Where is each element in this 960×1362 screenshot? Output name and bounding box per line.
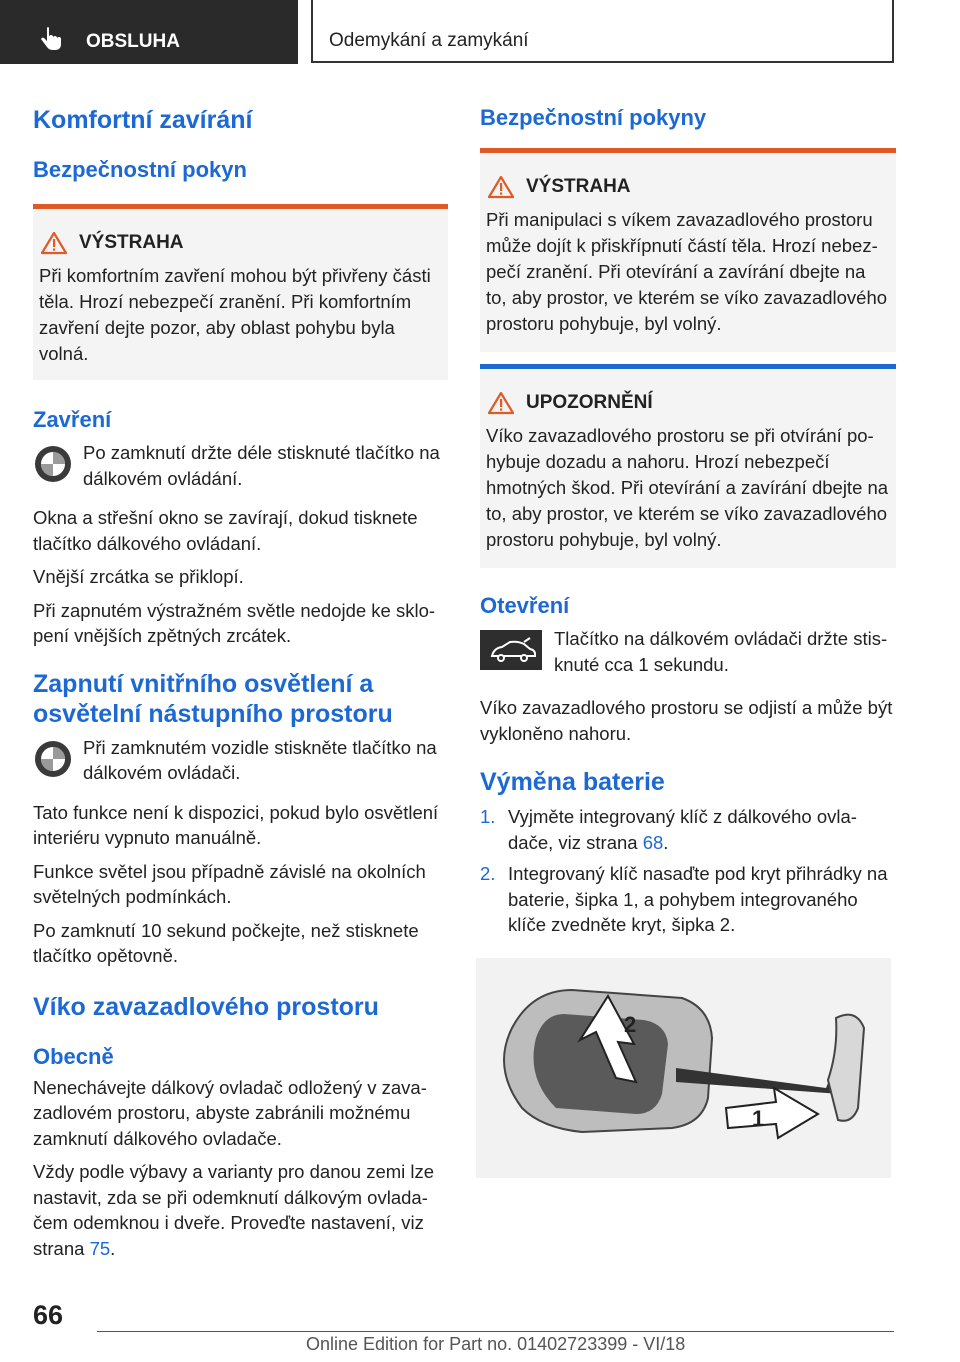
notice-triangle-icon: [488, 391, 514, 415]
warning-title: VÝSTRAHA: [79, 232, 184, 253]
key-illustration: [476, 958, 891, 1178]
heading-lighting: Zapnutí vnitřního osvětlení a osvětelní nástupního prostoru: [33, 669, 393, 728]
warning-triangle-icon: [41, 231, 67, 255]
closing-paragraph-2: Vnější zrcátka se přiklopí.: [33, 566, 244, 587]
figure-label-2: 2: [624, 1012, 637, 1037]
heading-opening: Otevření: [480, 593, 570, 618]
page-number: 66: [33, 1300, 64, 1330]
warning-box-trunk: [480, 148, 896, 352]
bmw-key-icon: [33, 444, 73, 484]
left-column: [33, 100, 448, 1261]
page-link-75[interactable]: 75: [89, 1237, 111, 1259]
lighting-paragraph-3: Po zamknutí 10 sekund počkejte, než stisknete tlačítko opětovně.: [33, 919, 419, 966]
page-link-68[interactable]: 68: [642, 831, 664, 853]
notice-box-trunk: [480, 364, 896, 568]
warning-title: VÝSTRAHA: [526, 176, 631, 197]
lighting-paragraph-1: Tato funkce není k dispozici, pokud bylo osvětlení interiéru vypnuto manuálně.: [33, 801, 439, 848]
section-label: OBSLUHA: [86, 31, 180, 52]
warning-text: Při komfortním zavření mohou být přivřeny části těla. Hrozí nebezpečí zranění. Při komfortním zavření dejte pozor, aby oblast pohybu byla volná.: [39, 265, 431, 364]
lighting-paragraph-2: Funkce světel jsou případně závislé na okolních světelných podmínkách.: [33, 860, 426, 907]
list-item: 2. Integrovaný klíč nasaďte pod kryt přihrádky na baterie, šipka 1, a pohybem integrovaného klíče zvedněte kryt, šipka 2.: [480, 863, 888, 935]
closing-instruction: Po zamknutí držte déle stisknuté tlačítko na dálkovém ovládání.: [83, 442, 440, 489]
heading-safety-note: Bezpečnostní pokyn: [33, 157, 247, 182]
general-paragraph-2: Vždy podle výbavy a varianty pro danou zemi lze nastavit, zda se při odemknutí dálkovým ovladačem odemknou i dveře. Proveďte nastavení, viz strana 75.: [33, 1161, 435, 1259]
opening-instruction: Tlačítko na dálkovém ovládači držte stisknuté cca 1 sekundu.: [554, 628, 888, 675]
hand-pointer-icon: [38, 27, 64, 53]
notice-text: Víko zavazadlového prostoru se při otvírání pohybuje dozadu a nahoru. Hrozí nebezpečí hmotných škod. Při otevírání a zavírání dbejte na to, aby prostor, ve kterém se víko zavazadlového prostoru pohybuje, byl volný.: [486, 425, 889, 550]
warning-box-comfort: [33, 204, 448, 380]
warning-triangle-icon: [488, 175, 514, 199]
right-column: [480, 100, 896, 938]
chapter-title: Odemykání a zamykání: [329, 30, 529, 51]
closing-paragraph-3: Při zapnutém výstražném světle nedojde ke sklopení vnějších zpětných zrcátek.: [33, 599, 436, 646]
notice-title: UPOZORNĚNÍ: [526, 392, 653, 413]
heading-safety-notes: Bezpečnostní pokyny: [480, 105, 707, 130]
opening-paragraph-1: Víko zavazadlového prostoru se odjistí a může být vykloněno nahoru.: [480, 697, 893, 744]
bmw-key-icon: [33, 739, 73, 779]
chapter-header: [311, 0, 894, 63]
heading-comfort-closing: Komfortní zavírání: [33, 106, 253, 134]
footer-edition: Online Edition for Part no. 01402723399 - VI/18: [306, 1334, 686, 1354]
heading-trunk-lid: Víko zavazadlového prostoru: [33, 992, 379, 1021]
figure-label-1: 1: [752, 1106, 765, 1131]
footer-divider: [97, 1331, 894, 1332]
list-item: 1. Vyjměte integrovaný klíč z dálkového ovladače, viz strana 68.: [480, 806, 857, 853]
warning-text: Při manipulaci s víkem zavazadlového prostoru může dojít k přiskřípnutí částí těla. Hrozí nebezpečí zranění. Při otevírání a zavírání dbejte na to, aby prostor, ve kterém se víko zavazadlového prostoru pohybuje, byl volný.: [486, 209, 888, 334]
lighting-instruction: Při zamknutém vozidle stiskněte tlačítko na dálkovém ovládači.: [83, 736, 437, 783]
heading-battery-replacement: Výměna baterie: [480, 768, 665, 796]
trunk-button-icon: [480, 630, 542, 670]
general-paragraph-1: Nenechávejte dálkový ovladač odložený v zavazadlovém prostoru, abyste zabránili možnému zamknutí dálkového ovladače.: [33, 1076, 427, 1149]
closing-paragraph-1: Okna a střešní okno se zavírají, dokud tisknete tlačítko dálkového ovládaní.: [33, 507, 418, 554]
key-battery-figure: [476, 958, 891, 1178]
heading-closing: Zavření: [33, 407, 112, 432]
section-tab: [0, 0, 298, 64]
heading-general: Obecně: [33, 1043, 114, 1069]
